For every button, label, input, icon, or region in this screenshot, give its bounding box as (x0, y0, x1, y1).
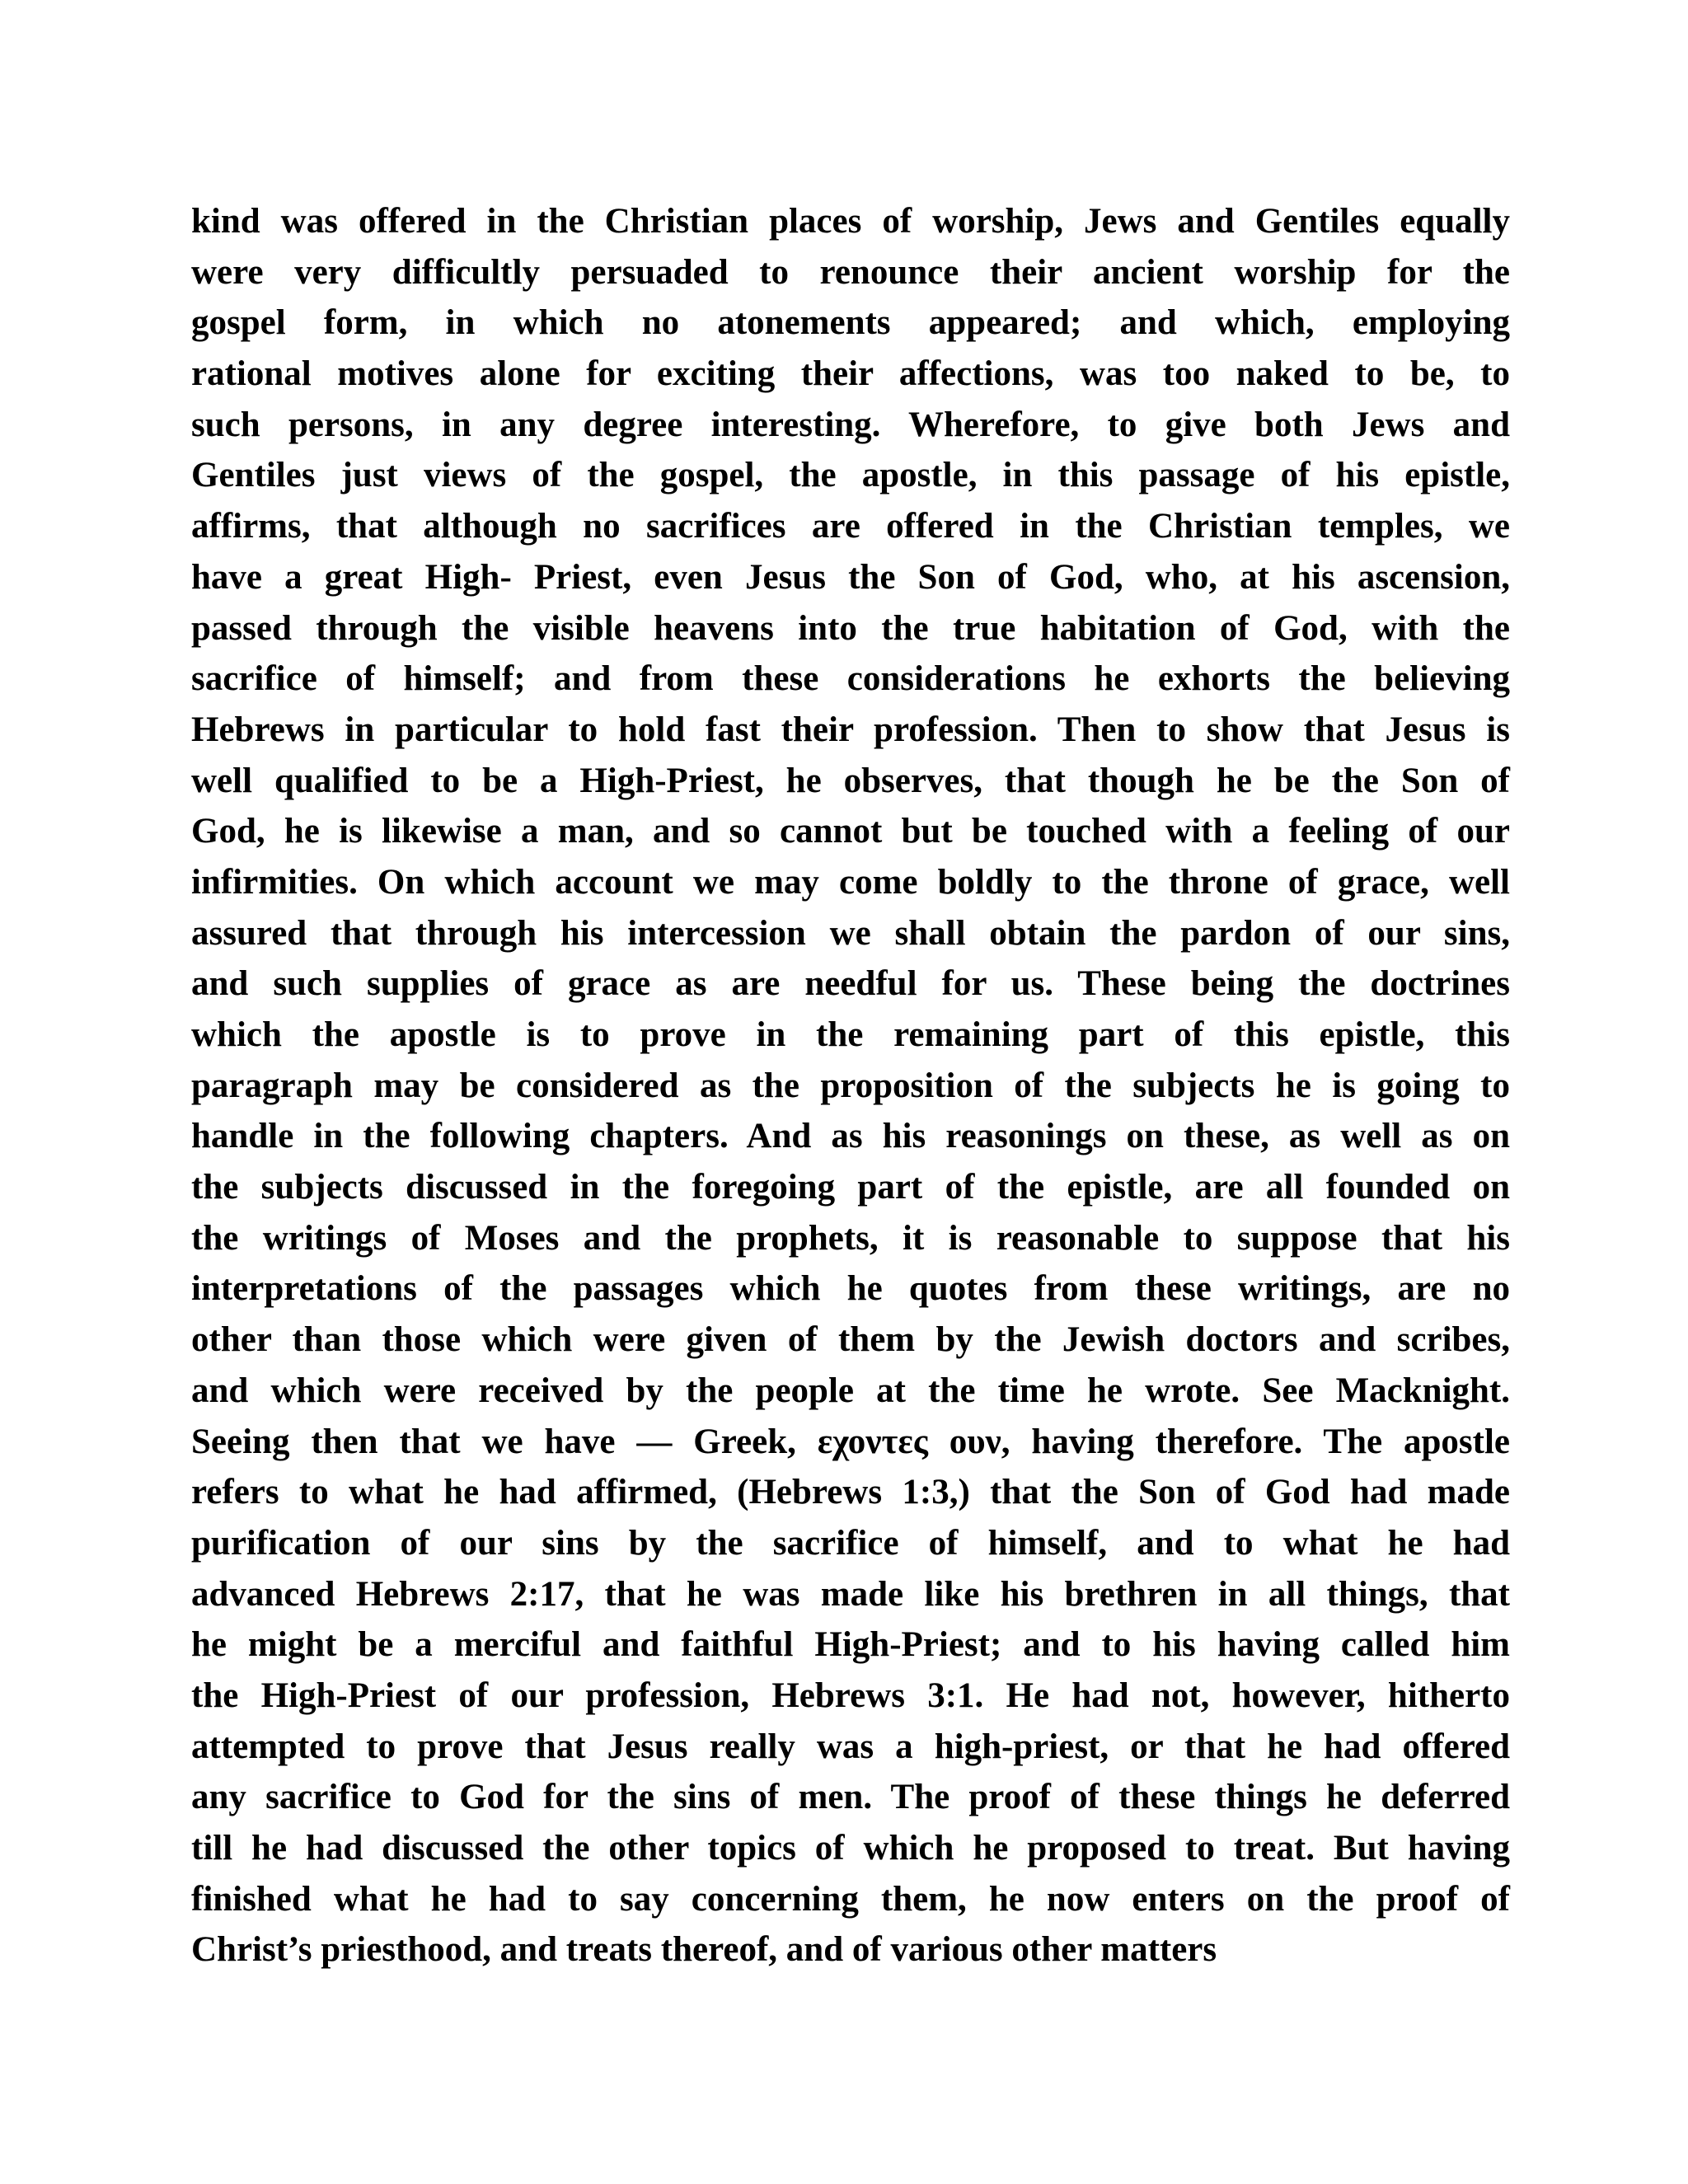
text-line: assured that through his intercession we shall obtain the pardon of our sins, (191, 913, 1510, 953)
text-line: the writings of Moses and the prophets, it is reasonable to suppose that his (191, 1218, 1510, 1258)
text-line: and such supplies of grace as are needful for us. These being the doctrines (191, 964, 1510, 1004)
text-line: advanced Hebrews 2:17, that he was made like his brethren in all things, that (191, 1574, 1510, 1614)
text-line: refers to what he had affirmed, (Hebrews 1:3,) that the Son of God had made (191, 1473, 1510, 1512)
text-line: any sacrifice to God for the sins of men. The proof of these things he deferred (191, 1778, 1510, 1817)
text-line: finished what he had to say concerning them, he now enters on the proof of (191, 1879, 1510, 1919)
text-line: were very difficultly persuaded to renounce their ancient worship for the (191, 252, 1510, 292)
text-line: he might be a merciful and faithful High-Priest; and to his having called him (191, 1625, 1510, 1665)
text-line: Christ’s priesthood, and treats thereof, and of various other matters (191, 1930, 1217, 1970)
text-line: handle in the following chapters. And as his reasonings on these, as well as on (191, 1117, 1510, 1156)
text-line: Seeing then that we have — Greek, εχοντες ουν, having therefore. The apostle (191, 1422, 1510, 1461)
text-line: gospel form, in which no atonements appeared; and which, employing (191, 303, 1510, 343)
text-line: purification of our sins by the sacrifice of himself, and to what he had (191, 1523, 1510, 1563)
text-line: Gentiles just views of the gospel, the apostle, in this passage of his epistle, (191, 456, 1510, 495)
text-line: interpretations of the passages which he quotes from these writings, are no (191, 1269, 1510, 1309)
text-line: infirmities. On which account we may come boldly to the throne of grace, well (191, 862, 1510, 902)
text-line: other than those which were given of them by the Jewish doctors and scribes, (191, 1320, 1510, 1360)
text-line: such persons, in any degree interesting. Wherefore, to give both Jews and (191, 405, 1510, 444)
text-line: rational motives alone for exciting their affections, was too naked to be, to (191, 354, 1510, 394)
text-line: have a great High- Priest, even Jesus the Son of God, who, at his ascension, (191, 557, 1510, 597)
text-line: till he had discussed the other topics of which he proposed to treat. But having (191, 1829, 1510, 1868)
text-line: passed through the visible heavens into the true habitation of God, with the (191, 608, 1510, 648)
text-line: paragraph may be considered as the proposition of the subjects he is going to (191, 1066, 1510, 1105)
text-line: well qualified to be a High-Priest, he observes, that though he be the Son of (191, 761, 1510, 800)
text-line: kind was offered in the Christian places of worship, Jews and Gentiles equally (191, 202, 1510, 241)
text-line: the subjects discussed in the foregoing part of the epistle, are all founded on (191, 1168, 1510, 1207)
text-line: Hebrews in particular to hold fast their profession. Then to show that Jesus is (191, 710, 1510, 749)
body-text (191, 196, 1510, 1975)
text-line: attempted to prove that Jesus really was a high-priest, or that he had offered (191, 1727, 1510, 1766)
text-line: the High-Priest of our profession, Hebrews 3:1. He had not, however, hitherto (191, 1675, 1510, 1715)
text-line: affirms, that although no sacrifices are offered in the Christian temples, we (191, 507, 1510, 546)
text-line: and which were received by the people at the time he wrote. See Macknight. (191, 1371, 1510, 1410)
text-line: which the apostle is to prove in the remaining part of this epistle, this (191, 1015, 1510, 1054)
text-line: sacrifice of himself; and from these considerations he exhorts the believing (191, 659, 1510, 699)
text-line: God, he is likewise a man, and so cannot but be touched with a feeling of our (191, 812, 1510, 851)
